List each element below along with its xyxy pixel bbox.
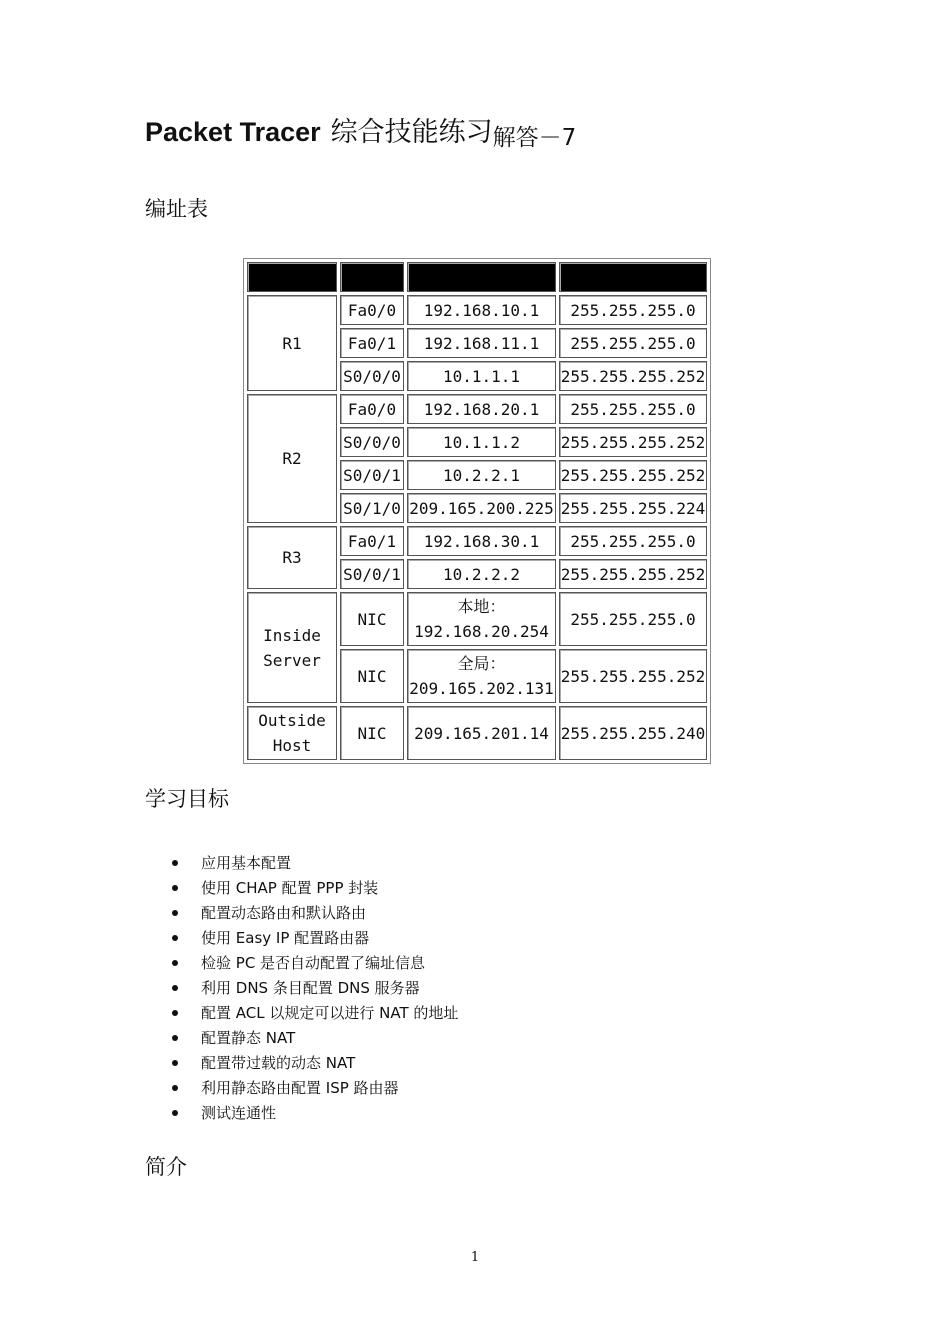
bullet-icon <box>172 1060 178 1066</box>
addressing-table <box>243 258 711 764</box>
goal-text: 配置静态 NAT <box>201 1029 296 1047</box>
bullet-icon <box>172 935 178 941</box>
device-cell: R1 <box>247 295 337 391</box>
section-heading-intro: 简介 <box>145 1155 187 1179</box>
goal-text: 使用 Easy IP 配置路由器 <box>201 929 370 947</box>
list-item <box>172 877 458 902</box>
bullet-icon <box>172 1010 178 1016</box>
interface-cell: S0/0/1 <box>340 460 404 490</box>
interface-cell: S0/0/1 <box>340 559 404 589</box>
subnet-mask-cell: 255.255.255.240 <box>559 706 707 760</box>
list-item <box>172 952 458 977</box>
table-header-cell <box>247 262 337 292</box>
interface-cell: S0/0/0 <box>340 361 404 391</box>
list-item <box>172 927 458 952</box>
ip-address-cell: 10.1.1.2 <box>407 427 556 457</box>
ip-address-cell: 10.2.2.2 <box>407 559 556 589</box>
bullet-icon <box>172 1110 178 1116</box>
goal-text: 利用静态路由配置 ISP 路由器 <box>201 1079 399 1097</box>
bullet-icon <box>172 860 178 866</box>
subnet-mask-cell: 255.255.255.252 <box>559 460 707 490</box>
table-header-row <box>247 262 707 292</box>
ip-address-cell: 本地： 192.168.20.254 <box>407 592 556 646</box>
device-cell: Inside Server <box>247 592 337 703</box>
list-item <box>172 1102 458 1127</box>
interface-cell: Fa0/0 <box>340 295 404 325</box>
goal-text: 检验 PC 是否自动配置了编址信息 <box>201 954 426 972</box>
device-cell: R2 <box>247 394 337 523</box>
table-header-cell <box>340 262 404 292</box>
list-item <box>172 902 458 927</box>
section-heading-addressing: 编址表 <box>145 197 208 221</box>
bullet-icon <box>172 1035 178 1041</box>
subnet-mask-cell: 255.255.255.0 <box>559 295 707 325</box>
goal-text: 测试连通性 <box>201 1104 277 1122</box>
table-row <box>247 394 707 424</box>
goal-text: 配置动态路由和默认路由 <box>201 904 367 922</box>
table-row <box>247 526 707 556</box>
subnet-mask-cell: 255.255.255.224 <box>559 493 707 523</box>
bullet-icon <box>172 960 178 966</box>
subnet-mask-cell: 255.255.255.252 <box>559 649 707 703</box>
ip-address-cell: 10.1.1.1 <box>407 361 556 391</box>
title-english: Packet Tracer <box>145 117 321 147</box>
ip-address-cell: 192.168.20.1 <box>407 394 556 424</box>
ip-address-cell: 192.168.30.1 <box>407 526 556 556</box>
bullet-icon <box>172 910 178 916</box>
interface-cell: S0/0/0 <box>340 427 404 457</box>
interface-cell: NIC <box>340 649 404 703</box>
document-title <box>145 112 576 154</box>
interface-cell: Fa0/0 <box>340 394 404 424</box>
goal-text: 配置 ACL 以规定可以进行 NAT 的地址 <box>201 1004 459 1022</box>
interface-cell: Fa0/1 <box>340 328 404 358</box>
subnet-mask-cell: 255.255.255.252 <box>559 559 707 589</box>
section-heading-goals: 学习目标 <box>145 787 229 811</box>
goal-text: 使用 CHAP 配置 PPP 封装 <box>201 879 379 897</box>
subnet-mask-cell: 255.255.255.0 <box>559 328 707 358</box>
title-chinese: 综合技能练习 <box>330 117 493 148</box>
device-cell: R3 <box>247 526 337 589</box>
table-row <box>247 706 707 760</box>
subnet-mask-cell: 255.255.255.252 <box>559 427 707 457</box>
table-row <box>247 295 707 325</box>
ip-address-cell: 192.168.11.1 <box>407 328 556 358</box>
ip-address-cell: 209.165.201.14 <box>407 706 556 760</box>
goal-text: 利用 DNS 条目配置 DNS 服务器 <box>201 979 420 997</box>
bullet-icon <box>172 1085 178 1091</box>
ip-address-cell: 209.165.200.225 <box>407 493 556 523</box>
interface-cell: NIC <box>340 592 404 646</box>
list-item <box>172 1002 458 1027</box>
interface-cell: S0/1/0 <box>340 493 404 523</box>
interface-cell: Fa0/1 <box>340 526 404 556</box>
subnet-mask-cell: 255.255.255.0 <box>559 592 707 646</box>
goals-list <box>172 852 458 1127</box>
list-item <box>172 977 458 1002</box>
device-cell: Outside Host <box>247 706 337 760</box>
ip-address-cell: 192.168.10.1 <box>407 295 556 325</box>
list-item <box>172 1027 458 1052</box>
list-item <box>172 1077 458 1102</box>
list-item <box>172 852 458 877</box>
ip-address-cell: 10.2.2.1 <box>407 460 556 490</box>
title-suffix: 解答－7 <box>492 125 577 151</box>
page-number: 1 <box>470 1250 480 1265</box>
table-header-cell <box>407 262 556 292</box>
list-item <box>172 1052 458 1077</box>
subnet-mask-cell: 255.255.255.0 <box>559 526 707 556</box>
bullet-icon <box>172 885 178 891</box>
subnet-mask-cell: 255.255.255.252 <box>559 361 707 391</box>
interface-cell: NIC <box>340 706 404 760</box>
table-row <box>247 592 707 646</box>
subnet-mask-cell: 255.255.255.0 <box>559 394 707 424</box>
goal-text: 配置带过载的动态 NAT <box>201 1054 356 1072</box>
ip-address-cell: 全局： 209.165.202.131 <box>407 649 556 703</box>
table-header-cell <box>559 262 707 292</box>
goal-text: 应用基本配置 <box>201 854 292 872</box>
bullet-icon <box>172 985 178 991</box>
